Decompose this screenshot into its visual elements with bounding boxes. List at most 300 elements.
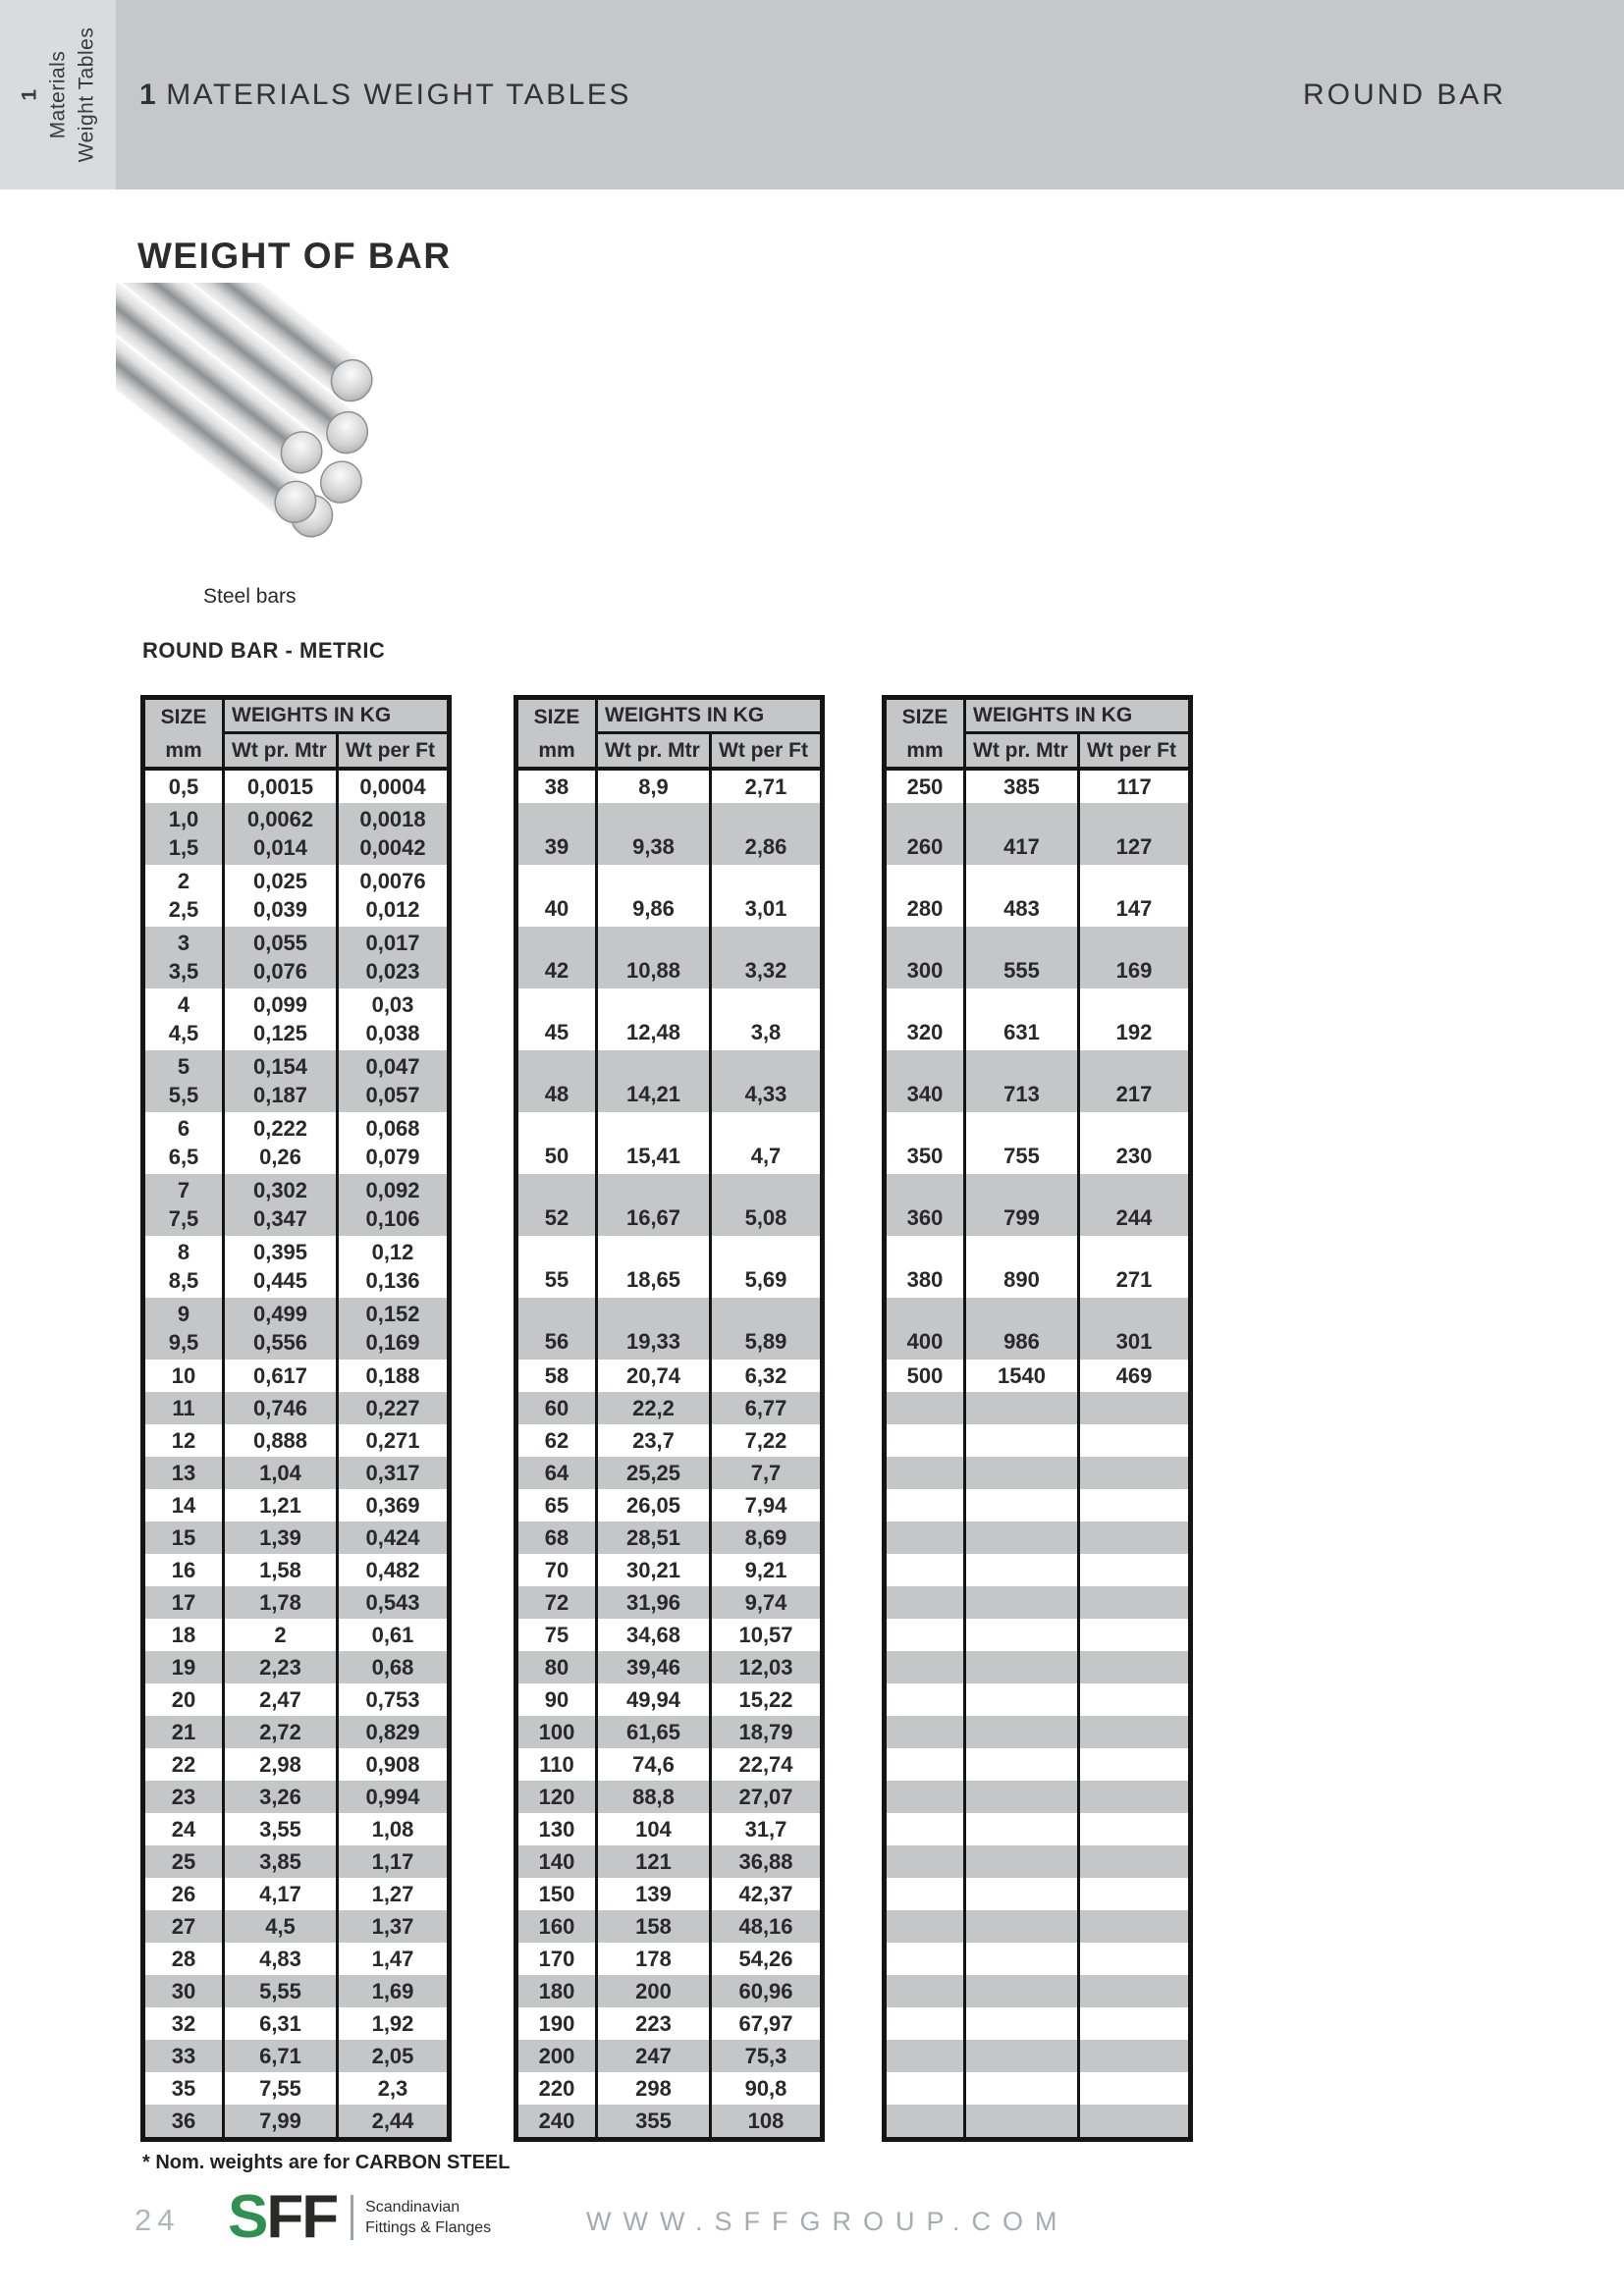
wt-per-meter-cell: 0,617 xyxy=(222,1360,336,1392)
size-cell: 60 xyxy=(544,1395,569,1420)
wt-per-meter-cell xyxy=(963,2040,1077,2072)
wt-per-meter-cell: 1,58 xyxy=(222,1554,336,1586)
wt-per-meter-cell: 25,25 xyxy=(595,1457,709,1489)
table-row xyxy=(145,2072,447,2105)
wt-per-meter-cell: 0,395 0,445 xyxy=(222,1236,336,1298)
table-row xyxy=(145,1360,447,1392)
wt-per-meter-cell: 755 xyxy=(963,1112,1077,1174)
wt-per-foot-cell: 217 xyxy=(1077,1050,1188,1112)
wt-per-meter-cell: 12,48 xyxy=(595,988,709,1050)
wt-per-meter-cell: 2,98 xyxy=(222,1748,336,1781)
table-row xyxy=(145,2007,447,2040)
wt-per-meter-cell: 8,9 xyxy=(595,771,709,803)
size-cell: 52 xyxy=(544,1205,569,1230)
wt-per-foot-cell: 2,05 xyxy=(336,2040,447,2072)
wt-per-foot-cell: 67,97 xyxy=(709,2007,820,2040)
wt-per-meter-cell: 247 xyxy=(595,2040,709,2072)
weight-table-large-sizes xyxy=(882,695,1193,2142)
table-row xyxy=(887,2105,1188,2137)
wt-per-foot-cell: 0,908 xyxy=(336,1748,447,1781)
wt-per-meter-cell: 631 xyxy=(963,988,1077,1050)
wt-per-meter-cell: 1,78 xyxy=(222,1586,336,1619)
wt-per-foot-cell: 0,0004 xyxy=(336,771,447,803)
size-cell xyxy=(887,1813,963,1845)
size-cell: 110 xyxy=(539,1751,574,1777)
wt-per-foot-cell: 117 xyxy=(1077,771,1188,803)
size-cell: 120 xyxy=(538,1784,575,1809)
wt-per-foot-cell: 0,068 0,079 xyxy=(336,1112,447,1174)
wt-per-foot-cell xyxy=(1077,1716,1188,1748)
table-row xyxy=(145,2105,447,2137)
size-cell: 12 xyxy=(171,1427,196,1453)
size-cell xyxy=(887,1424,963,1457)
wt-per-foot-cell: 0,68 xyxy=(336,1651,447,1683)
wt-per-foot-header: Wt per Ft xyxy=(336,734,447,767)
wt-per-foot-cell xyxy=(1077,1878,1188,1910)
table-row xyxy=(145,1878,447,1910)
table-row xyxy=(145,1813,447,1845)
table-subheader-row xyxy=(518,734,820,767)
size-cell: 9 9,5 xyxy=(168,1301,199,1356)
size-cell: 15 xyxy=(171,1524,196,1550)
wt-per-meter-cell xyxy=(963,1619,1077,1651)
wt-per-meter-cell: 49,94 xyxy=(595,1683,709,1716)
size-cell xyxy=(887,1910,963,1943)
wt-per-foot-cell: 0,03 0,038 xyxy=(336,988,447,1050)
size-cell: 26 xyxy=(171,1881,196,1906)
wt-per-meter-cell: 986 xyxy=(963,1298,1077,1360)
wt-per-foot-header: Wt per Ft xyxy=(709,734,820,767)
size-cell: 70 xyxy=(544,1557,569,1582)
size-cell: 42 xyxy=(544,958,569,983)
wt-per-meter-cell xyxy=(963,2105,1077,2137)
wt-per-foot-cell: 3,01 xyxy=(709,865,820,927)
table-row xyxy=(518,1298,820,1360)
wt-per-foot-cell: 0,61 xyxy=(336,1619,447,1651)
wt-per-foot-cell xyxy=(1077,2072,1188,2105)
wt-per-meter-cell: 2,47 xyxy=(222,1683,336,1716)
wt-per-meter-cell xyxy=(963,1683,1077,1716)
size-cell: 5 5,5 xyxy=(168,1053,199,1108)
wt-per-foot-cell: 48,16 xyxy=(709,1910,820,1943)
table-row xyxy=(887,1554,1188,1586)
table-row xyxy=(887,1845,1188,1878)
weight-table-small-sizes xyxy=(140,695,452,2142)
table-row xyxy=(887,1586,1188,1619)
size-cell xyxy=(887,1586,963,1619)
size-cell: 500 xyxy=(906,1362,944,1388)
size-cell xyxy=(887,1651,963,1683)
size-cell: 11 xyxy=(172,1395,195,1420)
size-cell: 45 xyxy=(544,1020,569,1044)
size-cell xyxy=(887,1716,963,1748)
wt-per-foot-cell: 75,3 xyxy=(709,2040,820,2072)
table-row xyxy=(145,1845,447,1878)
wt-per-foot-cell: 2,44 xyxy=(336,2105,447,2137)
wt-per-foot-cell: 0,0076 0,012 xyxy=(336,865,447,927)
size-cell: 6 6,5 xyxy=(168,1115,199,1170)
table-row xyxy=(887,771,1188,803)
chapter-tab-label: 1 Materials Weight Tables xyxy=(18,27,98,163)
table-row xyxy=(518,1392,820,1424)
wt-per-foot-cell: 147 xyxy=(1077,865,1188,927)
wt-per-foot-cell: 10,57 xyxy=(709,1619,820,1651)
wt-per-meter-cell: 0,055 0,076 xyxy=(222,927,336,988)
table-header-row xyxy=(145,700,447,734)
wt-per-meter-cell xyxy=(963,1424,1077,1457)
table-row xyxy=(887,1943,1188,1975)
wt-per-meter-cell: 34,68 xyxy=(595,1619,709,1651)
website-url: WWW.SFFGROUP.COM xyxy=(586,2207,1069,2236)
wt-per-meter-cell: 2,72 xyxy=(222,1716,336,1748)
wt-per-meter-cell: 7,99 xyxy=(222,2105,336,2137)
table-row xyxy=(518,1174,820,1236)
mm-header: mm xyxy=(906,738,944,762)
table-row xyxy=(518,1619,820,1651)
wt-per-meter-cell: 385 xyxy=(963,771,1077,803)
size-cell: 220 xyxy=(538,2075,575,2101)
size-cell: 68 xyxy=(544,1524,569,1550)
table-row xyxy=(887,1174,1188,1236)
table-row xyxy=(887,2040,1188,2072)
wt-per-foot-cell: 0,0018 0,0042 xyxy=(336,803,447,865)
weights-header: WEIGHTS IN KG xyxy=(963,700,1188,734)
wt-per-foot-cell: 60,96 xyxy=(709,1975,820,2007)
wt-per-meter-cell: 3,55 xyxy=(222,1813,336,1845)
table-row xyxy=(887,865,1188,927)
wt-per-foot-cell xyxy=(1077,1522,1188,1554)
wt-per-meter-cell: 39,46 xyxy=(595,1651,709,1683)
wt-per-foot-cell xyxy=(1077,1424,1188,1457)
wt-per-meter-cell: 0,499 0,556 xyxy=(222,1298,336,1360)
table-row xyxy=(518,1112,820,1174)
table-row xyxy=(887,1748,1188,1781)
table-row xyxy=(145,1781,447,1813)
table-row xyxy=(518,1748,820,1781)
wt-per-meter-cell: 3,85 xyxy=(222,1845,336,1878)
wt-per-foot-cell: 0,152 0,169 xyxy=(336,1298,447,1360)
size-cell: 17 xyxy=(171,1589,196,1615)
wt-per-meter-cell xyxy=(963,1943,1077,1975)
wt-per-meter-cell: 18,65 xyxy=(595,1236,709,1298)
table-row xyxy=(887,2072,1188,2105)
wt-per-foot-cell xyxy=(1077,1651,1188,1683)
wt-per-foot-cell: 0,424 xyxy=(336,1522,447,1554)
size-cell: 340 xyxy=(906,1082,944,1106)
wt-per-meter-cell: 0,099 0,125 xyxy=(222,988,336,1050)
table-row xyxy=(145,1619,447,1651)
size-cell: 80 xyxy=(544,1654,569,1680)
table-row xyxy=(145,1554,447,1586)
wt-per-foot-cell: 3,8 xyxy=(709,988,820,1050)
wt-per-foot-cell: 12,03 xyxy=(709,1651,820,1683)
table-row xyxy=(145,1298,447,1360)
wt-per-meter-cell xyxy=(963,1489,1077,1522)
wt-per-meter-cell: 9,86 xyxy=(595,865,709,927)
wt-per-meter-cell xyxy=(963,1522,1077,1554)
wt-per-meter-cell: 417 xyxy=(963,803,1077,865)
size-cell: 56 xyxy=(544,1329,569,1354)
wt-per-meter-cell xyxy=(963,1716,1077,1748)
wt-per-foot-cell: 54,26 xyxy=(709,1943,820,1975)
table-row xyxy=(887,2007,1188,2040)
size-cell xyxy=(887,1683,963,1716)
table-row xyxy=(145,927,447,988)
wt-per-foot-cell: 1,08 xyxy=(336,1813,447,1845)
table-row xyxy=(518,865,820,927)
wt-per-meter-cell: 10,88 xyxy=(595,927,709,988)
wt-per-meter-cell: 4,5 xyxy=(222,1910,336,1943)
size-cell: 10 xyxy=(171,1362,196,1388)
size-cell xyxy=(887,1522,963,1554)
size-cell xyxy=(887,1781,963,1813)
size-cell: 35 xyxy=(171,2075,196,2101)
wt-per-meter-cell: 1,04 xyxy=(222,1457,336,1489)
wt-per-meter-cell: 121 xyxy=(595,1845,709,1878)
size-cell: 64 xyxy=(544,1460,569,1485)
wt-per-foot-cell xyxy=(1077,1392,1188,1424)
table-row xyxy=(145,771,447,803)
wt-per-meter-cell xyxy=(963,1781,1077,1813)
wt-per-foot-cell xyxy=(1077,2007,1188,2040)
size-cell: 380 xyxy=(906,1267,944,1292)
wt-per-foot-cell: 0,017 0,023 xyxy=(336,927,447,988)
wt-per-foot-cell: 2,3 xyxy=(336,2072,447,2105)
table-row xyxy=(145,1910,447,1943)
wt-per-meter-header: Wt pr. Mtr xyxy=(963,734,1077,767)
wt-per-meter-cell: 355 xyxy=(595,2105,709,2137)
wt-per-foot-cell: 0,543 xyxy=(336,1586,447,1619)
wt-per-foot-cell xyxy=(1077,1975,1188,2007)
table-row xyxy=(887,988,1188,1050)
table-row xyxy=(518,2040,820,2072)
size-cell: 72 xyxy=(544,1589,569,1615)
table-row xyxy=(518,1489,820,1522)
wt-per-foot-cell: 1,69 xyxy=(336,1975,447,2007)
wt-per-foot-cell: 36,88 xyxy=(709,1845,820,1878)
wt-per-foot-cell: 42,37 xyxy=(709,1878,820,1910)
wt-per-foot-cell: 3,32 xyxy=(709,927,820,988)
page-number: 24 xyxy=(135,2203,181,2237)
size-cell: 32 xyxy=(171,2010,196,2036)
table-row xyxy=(518,2105,820,2137)
table-row xyxy=(887,1112,1188,1174)
size-cell: 320 xyxy=(906,1020,944,1044)
wt-per-meter-cell: 104 xyxy=(595,1813,709,1845)
wt-per-meter-cell: 178 xyxy=(595,1943,709,1975)
wt-per-meter-cell: 483 xyxy=(963,865,1077,927)
table-header-row xyxy=(887,700,1188,734)
wt-per-foot-cell xyxy=(1077,1683,1188,1716)
weight-table-medium-sizes xyxy=(514,695,825,2142)
size-cell xyxy=(887,1619,963,1651)
size-cell: 18 xyxy=(171,1622,196,1647)
wt-per-foot-cell xyxy=(1077,2040,1188,2072)
size-cell: 38 xyxy=(544,774,569,799)
table-body xyxy=(518,771,820,2137)
mm-header: mm xyxy=(538,738,575,762)
wt-per-foot-cell: 1,47 xyxy=(336,1943,447,1975)
wt-per-meter-cell: 0,302 0,347 xyxy=(222,1174,336,1236)
wt-per-meter-cell xyxy=(963,1813,1077,1845)
size-cell: 22 xyxy=(171,1751,196,1777)
size-cell xyxy=(887,1457,963,1489)
wt-per-meter-cell: 88,8 xyxy=(595,1781,709,1813)
wt-per-foot-cell: 1,92 xyxy=(336,2007,447,2040)
chapter-title: 1 MATERIALS WEIGHT TABLES xyxy=(139,78,631,111)
wt-per-meter-cell: 223 xyxy=(595,2007,709,2040)
size-cell xyxy=(887,2040,963,2072)
table-row xyxy=(518,988,820,1050)
table-row xyxy=(145,1392,447,1424)
size-cell: 27 xyxy=(171,1913,196,1939)
table-row xyxy=(518,1360,820,1392)
size-cell: 48 xyxy=(544,1082,569,1106)
wt-per-meter-cell: 16,67 xyxy=(595,1174,709,1236)
size-cell: 190 xyxy=(538,2010,575,2036)
wt-per-foot-header: Wt per Ft xyxy=(1077,734,1188,767)
wt-per-meter-cell: 799 xyxy=(963,1174,1077,1236)
steel-bars-image xyxy=(116,283,430,587)
size-cell: 33 xyxy=(171,2043,196,2068)
wt-per-meter-cell: 22,2 xyxy=(595,1392,709,1424)
wt-per-meter-cell: 2,23 xyxy=(222,1651,336,1683)
wt-per-meter-cell: 28,51 xyxy=(595,1522,709,1554)
wt-per-foot-cell: 5,08 xyxy=(709,1174,820,1236)
wt-per-foot-cell xyxy=(1077,1845,1188,1878)
wt-per-foot-cell: 0,12 0,136 xyxy=(336,1236,447,1298)
chapter-side-tab xyxy=(0,0,116,189)
table-row xyxy=(145,1651,447,1683)
size-header: SIZE xyxy=(160,705,207,728)
table-row xyxy=(887,1651,1188,1683)
table-row xyxy=(145,988,447,1050)
size-cell xyxy=(887,1878,963,1910)
wt-per-foot-cell: 2,71 xyxy=(709,771,820,803)
table-section-title: ROUND BAR - METRIC xyxy=(142,638,386,663)
wt-per-meter-cell xyxy=(963,1878,1077,1910)
wt-per-foot-cell: 244 xyxy=(1077,1174,1188,1236)
weights-header: WEIGHTS IN KG xyxy=(222,700,447,734)
table-row xyxy=(145,803,447,865)
wt-per-foot-cell: 0,047 0,057 xyxy=(336,1050,447,1112)
table-row xyxy=(145,1236,447,1298)
wt-per-foot-cell: 2,86 xyxy=(709,803,820,865)
mm-header: mm xyxy=(165,738,202,762)
size-cell xyxy=(887,2105,963,2137)
size-cell: 65 xyxy=(544,1492,569,1518)
wt-per-meter-header: Wt pr. Mtr xyxy=(222,734,336,767)
wt-per-foot-cell: 90,8 xyxy=(709,2072,820,2105)
size-cell: 30 xyxy=(171,1978,196,2003)
wt-per-meter-cell: 298 xyxy=(595,2072,709,2105)
wt-per-meter-cell xyxy=(963,1651,1077,1683)
table-row xyxy=(145,865,447,927)
wt-per-foot-cell: 8,69 xyxy=(709,1522,820,1554)
size-cell: 25 xyxy=(171,1848,196,1874)
table-row xyxy=(518,1554,820,1586)
table-row xyxy=(145,1174,447,1236)
wt-per-foot-cell: 0,092 0,106 xyxy=(336,1174,447,1236)
table-row xyxy=(518,1813,820,1845)
wt-per-foot-cell: 1,37 xyxy=(336,1910,447,1943)
wt-per-foot-cell: 22,74 xyxy=(709,1748,820,1781)
wt-per-meter-cell: 200 xyxy=(595,1975,709,2007)
size-cell: 8 8,5 xyxy=(168,1239,199,1294)
wt-per-meter-cell: 9,38 xyxy=(595,803,709,865)
wt-per-foot-cell: 1,27 xyxy=(336,1878,447,1910)
wt-per-foot-cell xyxy=(1077,1457,1188,1489)
table-row xyxy=(518,1975,820,2007)
wt-per-foot-cell: 5,69 xyxy=(709,1236,820,1298)
wt-per-meter-cell: 20,74 xyxy=(595,1360,709,1392)
table-row xyxy=(518,1522,820,1554)
wt-per-meter-cell: 4,83 xyxy=(222,1943,336,1975)
wt-per-foot-cell: 9,21 xyxy=(709,1554,820,1586)
wt-per-foot-cell: 9,74 xyxy=(709,1586,820,1619)
table-row xyxy=(887,1360,1188,1392)
table-header-row xyxy=(518,700,820,734)
wt-per-foot-cell: 0,482 xyxy=(336,1554,447,1586)
wt-per-foot-cell: 0,753 xyxy=(336,1683,447,1716)
wt-per-meter-cell xyxy=(963,1392,1077,1424)
wt-per-foot-cell xyxy=(1077,1586,1188,1619)
wt-per-meter-cell: 1540 xyxy=(963,1360,1077,1392)
wt-per-meter-cell: 14,21 xyxy=(595,1050,709,1112)
table-row xyxy=(887,1813,1188,1845)
table-row xyxy=(145,1683,447,1716)
size-cell: 250 xyxy=(906,774,944,799)
section-name: ROUND BAR xyxy=(1302,78,1506,111)
size-cell: 4 4,5 xyxy=(168,991,199,1046)
size-cell xyxy=(887,1392,963,1424)
wt-per-meter-cell: 30,21 xyxy=(595,1554,709,1586)
size-cell: 14 xyxy=(171,1492,196,1518)
wt-per-foot-cell: 469 xyxy=(1077,1360,1188,1392)
table-row xyxy=(518,1716,820,1748)
wt-per-foot-cell xyxy=(1077,1813,1188,1845)
size-header: SIZE xyxy=(901,705,948,728)
wt-per-foot-cell: 6,77 xyxy=(709,1392,820,1424)
wt-per-meter-cell: 0,154 0,187 xyxy=(222,1050,336,1112)
size-cell xyxy=(887,1748,963,1781)
size-cell xyxy=(887,1489,963,1522)
table-row xyxy=(887,1878,1188,1910)
wt-per-foot-cell xyxy=(1077,1619,1188,1651)
wt-per-meter-cell xyxy=(963,1845,1077,1878)
wt-per-meter-cell: 6,71 xyxy=(222,2040,336,2072)
wt-per-foot-cell: 1,17 xyxy=(336,1845,447,1878)
wt-per-meter-cell: 23,7 xyxy=(595,1424,709,1457)
table-row xyxy=(145,1748,447,1781)
table-row xyxy=(518,1845,820,1878)
size-cell: 58 xyxy=(544,1362,569,1388)
weights-header: WEIGHTS IN KG xyxy=(595,700,820,734)
wt-per-foot-cell: 18,79 xyxy=(709,1716,820,1748)
wt-per-meter-cell: 6,31 xyxy=(222,2007,336,2040)
table-row xyxy=(145,1943,447,1975)
wt-per-meter-cell xyxy=(963,1586,1077,1619)
table-row xyxy=(887,803,1188,865)
size-cell: 36 xyxy=(171,2108,196,2133)
image-caption: Steel bars xyxy=(203,585,297,608)
wt-per-foot-cell: 31,7 xyxy=(709,1813,820,1845)
table-row xyxy=(518,1910,820,1943)
size-cell xyxy=(887,1845,963,1878)
wt-per-meter-cell: 15,41 xyxy=(595,1112,709,1174)
wt-per-foot-cell xyxy=(1077,2105,1188,2137)
wt-per-foot-cell: 4,7 xyxy=(709,1112,820,1174)
